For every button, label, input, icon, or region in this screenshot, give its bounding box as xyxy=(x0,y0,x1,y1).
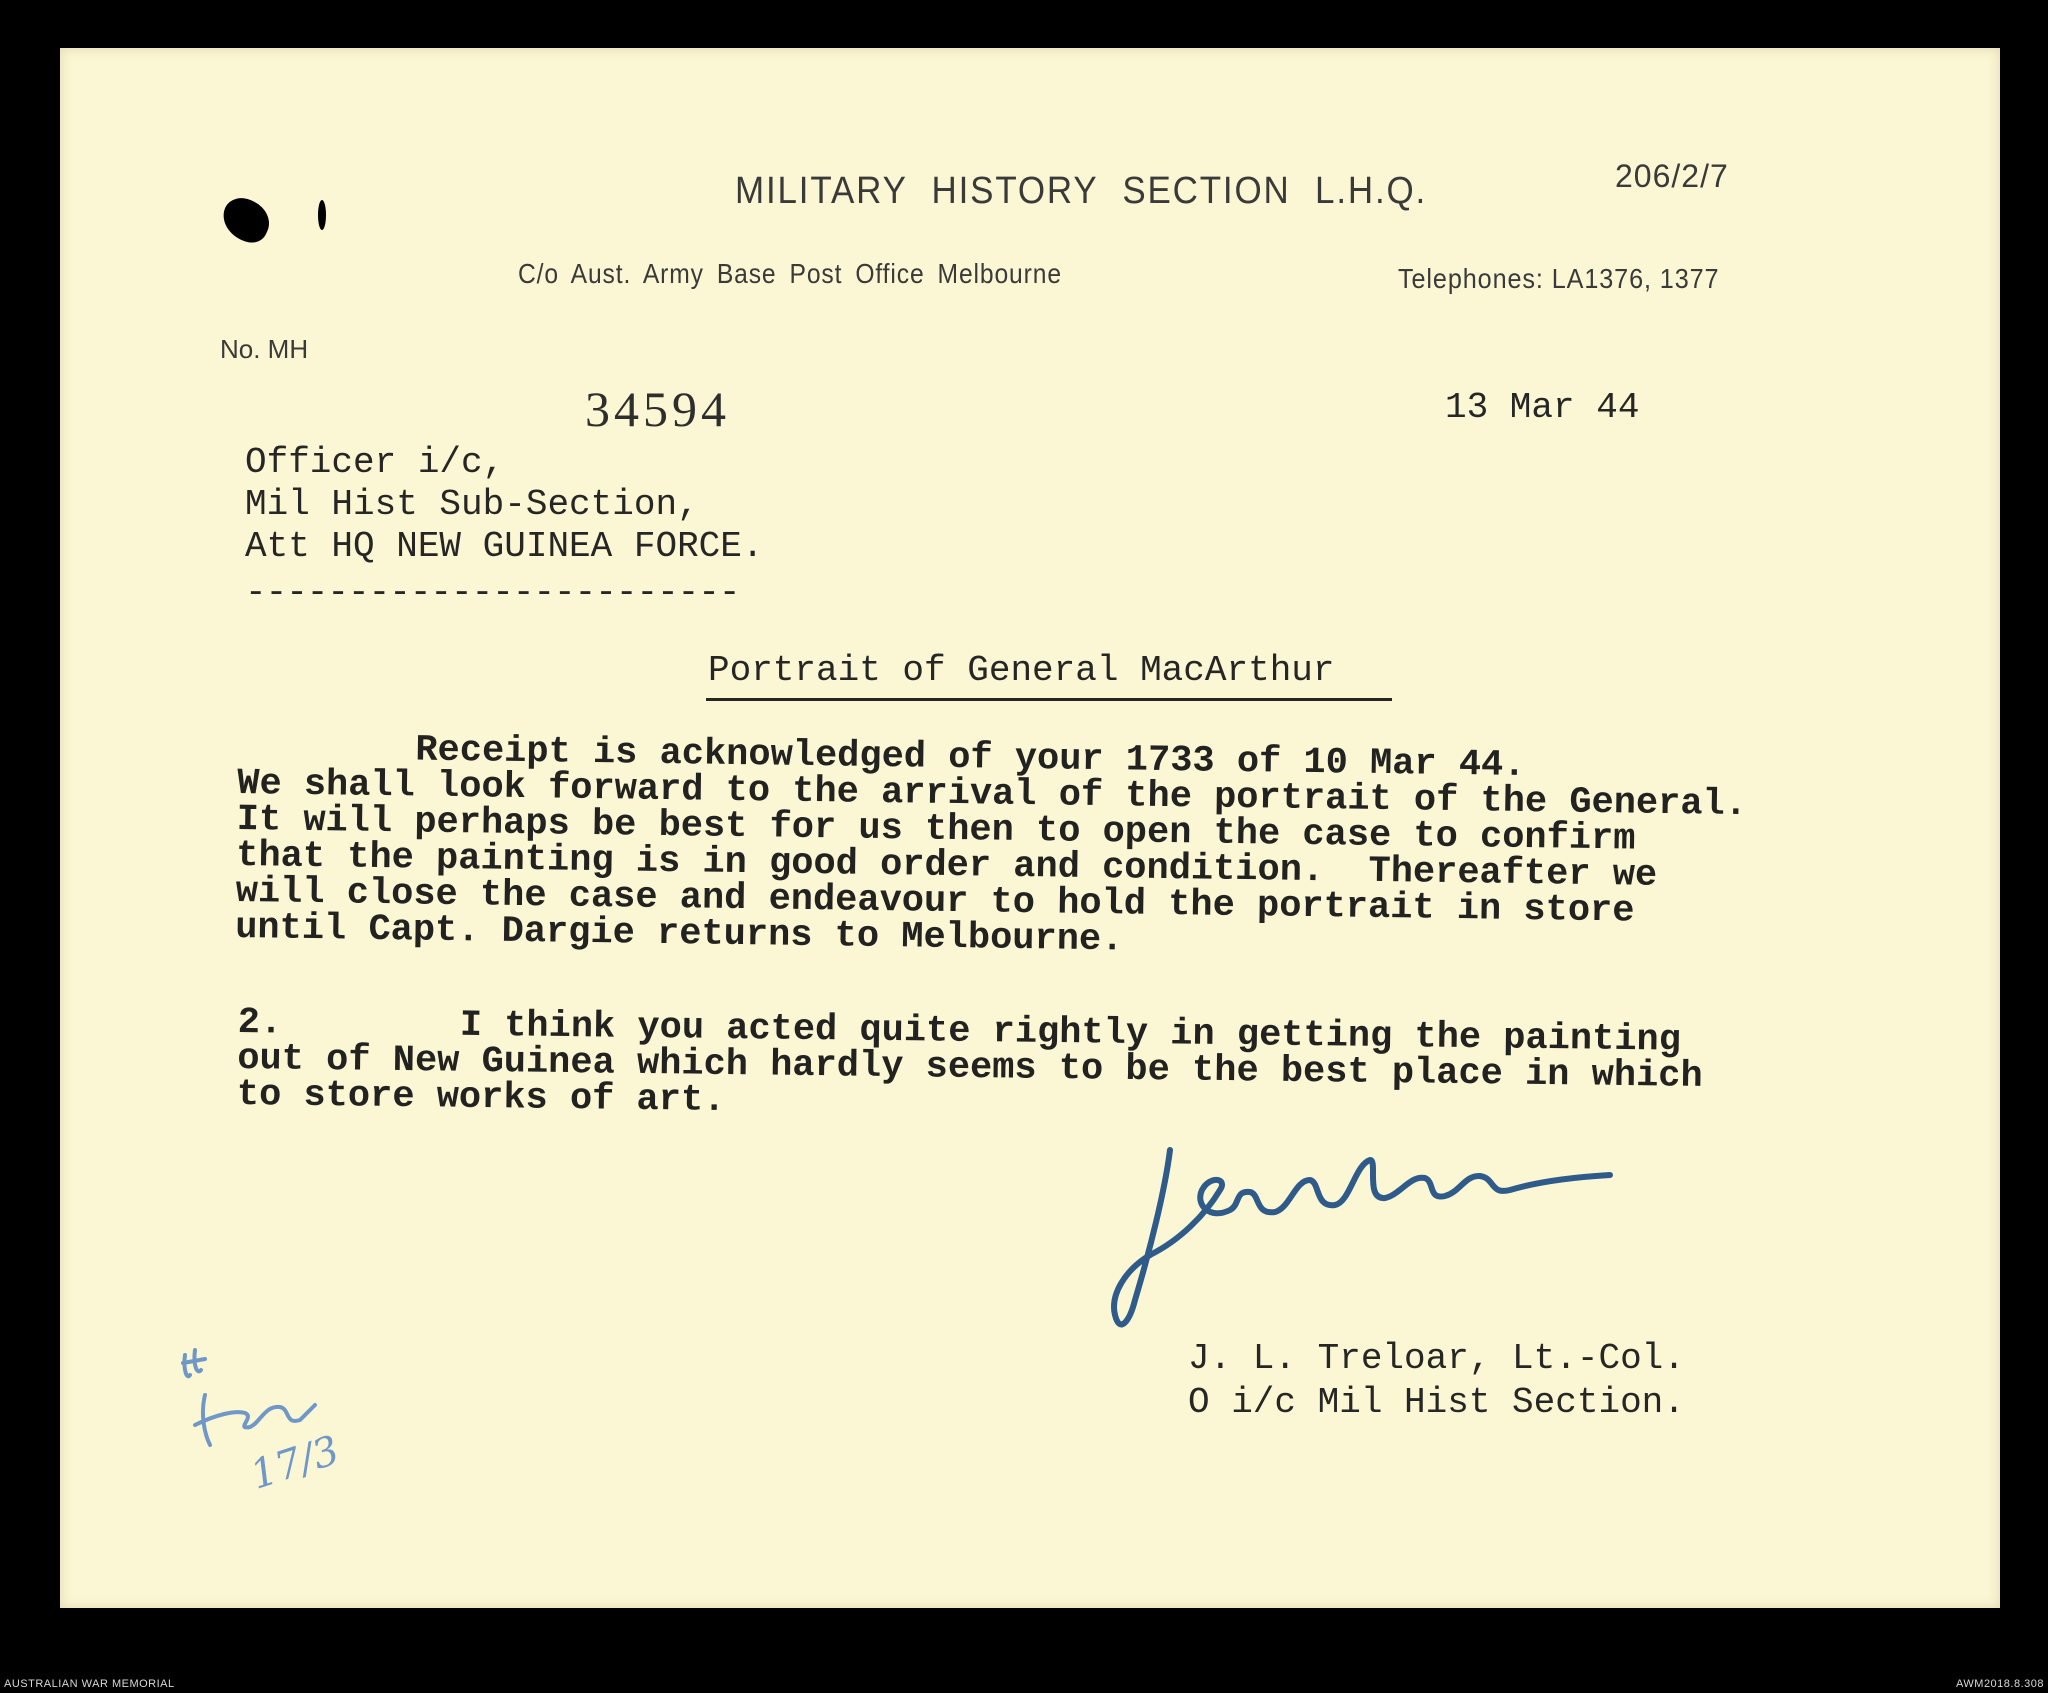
file-reference: 206/2/7 xyxy=(1615,158,1729,194)
body-paragraph-1: Receipt is acknowledged of your 1733 of 10 Mar 44. We shall look forward to the arrival of the portrait of the General. It will perhaps be best for us then to open the case to confirm that the painting is in good order and condition. Thereafter we will close the case and endeavour to hold the portrait in store until Capt. Dargie returns to Melbourne. xyxy=(234,727,1748,962)
letterhead-address: C/o Aust. Army Base Post Office Melbourne xyxy=(518,258,1062,289)
body-paragraph-2: 2. I think you acted quite rightly in getting the painting out of New Guinea which hardly seems to be the best place in which to store works of art. xyxy=(236,1002,1703,1122)
subject-heading: Portrait of General MacArthur xyxy=(708,650,1335,691)
letter-date: 13 Mar 44 xyxy=(1445,387,1640,428)
signatory-name: J. L. Treloar, Lt.-Col. xyxy=(1188,1338,1685,1379)
annotation-date: 17/3 xyxy=(245,1427,345,1499)
punch-hole-tear xyxy=(318,200,326,230)
recipient-line-1: Officer i/c, xyxy=(245,442,505,483)
footer-accession-number: AWM2018.8.308 xyxy=(1955,1678,2044,1690)
letterhead-title: MILITARY HISTORY SECTION L.H.Q. xyxy=(735,170,1428,212)
handwritten-signature xyxy=(1110,1120,1630,1340)
recipient-line-2: Mil Hist Sub-Section, xyxy=(245,484,699,525)
subject-underline xyxy=(706,698,1392,701)
recipient-rule: ------------------------ xyxy=(245,572,740,613)
number-label: No. MH xyxy=(220,334,309,364)
recipient-line-3: Att HQ NEW GUINEA FORCE. xyxy=(245,526,764,567)
reference-number: 34594 xyxy=(585,381,730,437)
letterhead-telephones: Telephones: LA1376, 1377 xyxy=(1398,263,1720,294)
footer-institution: AUSTRALIAN WAR MEMORIAL xyxy=(4,1678,175,1690)
signatory-position: O i/c Mil Hist Section. xyxy=(1188,1382,1685,1423)
